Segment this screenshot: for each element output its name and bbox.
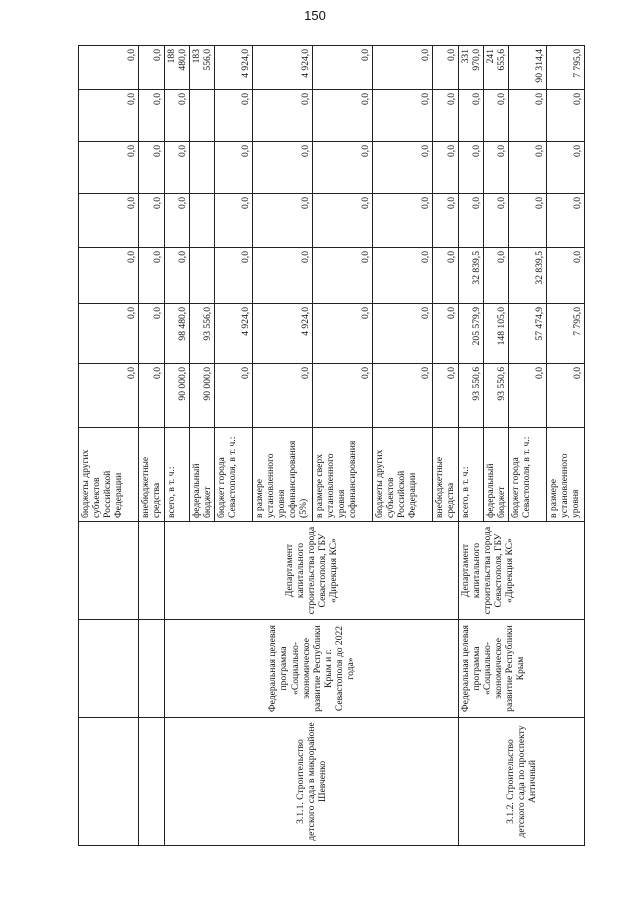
table-cell-value: 0,0 [313, 248, 373, 304]
table-cell-value: 57 474,9 [509, 304, 547, 364]
row-label: в размере сверх установленного уровня софинансирования [313, 428, 373, 522]
table-cell-value: 241 655,6 [484, 46, 509, 90]
table-cell-value: 0,0 [215, 194, 253, 248]
table-cell-value: 4 924,0 [253, 304, 313, 364]
row-label: в размере установленного уровня софинансирования (5%) [253, 428, 313, 522]
table-row [165, 46, 190, 846]
table-cell-value: 0,0 [165, 142, 190, 194]
table-cell-value: 93 556,0 [190, 304, 215, 364]
project-name: 3.1.1. Строительство детского сада в микрорайоне Шевченко [165, 718, 459, 846]
row-label: бюджет города Севастополя, в т. ч.: [215, 428, 253, 522]
table-cell-value: 90 314,4 [509, 46, 547, 90]
table-cell-value: 0,0 [313, 194, 373, 248]
budget-table [78, 45, 585, 846]
table-cell-value: 0,0 [547, 90, 585, 142]
executor-name: Департамент капитального строительства города Севастополя, ГБУ «Дирекция КС» [165, 522, 459, 620]
table-row [459, 46, 484, 846]
table-cell-empty [79, 522, 139, 620]
table-cell-value: 0,0 [433, 46, 459, 90]
table-cell-value: 188 480,0 [165, 46, 190, 90]
table-cell-value: 0,0 [484, 248, 509, 304]
table-cell-value: 7 795,0 [547, 304, 585, 364]
row-label: внебюджетные средства [139, 428, 165, 522]
table-cell-value: 0,0 [484, 90, 509, 142]
table-cell-value: 183 556,0 [190, 46, 215, 90]
table-cell-value: 0,0 [139, 142, 165, 194]
table-cell-value: 0,0 [459, 142, 484, 194]
row-label: в размере установленного уровня [547, 428, 585, 522]
table-cell-value: 0,0 [509, 90, 547, 142]
table-cell-value: 0,0 [215, 248, 253, 304]
executor-name: Департамент капитального строительства города Севастополя, ГБУ «Дирекция КС» [459, 522, 585, 620]
table-cell-value: 0,0 [139, 46, 165, 90]
page-number: 150 [304, 8, 326, 23]
row-label: бюджет города Севастополя, в т. ч.: [509, 428, 547, 522]
table-cell-value: 4 924,0 [215, 46, 253, 90]
row-label: внебюджетные средства [433, 428, 459, 522]
table-row [79, 46, 139, 846]
table-cell-value: 0,0 [79, 142, 139, 194]
table-cell-value: 0,0 [139, 90, 165, 142]
table-cell-value: 90 000,0 [165, 364, 190, 428]
table-cell-value: 0,0 [433, 364, 459, 428]
table-cell-value: 0,0 [253, 194, 313, 248]
program-name: Федеральная целевая программа «Социально-экономическое развитие Республики Крым [459, 620, 585, 718]
table-cell-value: 0,0 [313, 304, 373, 364]
table-cell-value [190, 90, 215, 142]
table-cell-value: 0,0 [139, 364, 165, 428]
row-label: федеральный бюджет [484, 428, 509, 522]
program-name: Федеральная целевая программа «Социально-экономическое развитие Республики Крым и г. Севастополя до 2022 года» [165, 620, 459, 718]
table-cell-empty [139, 620, 165, 718]
table-cell-value: 0,0 [139, 194, 165, 248]
table-cell-value: 98 480,0 [165, 304, 190, 364]
table-cell-value: 0,0 [253, 364, 313, 428]
row-label: всего, в т. ч.: [165, 428, 190, 522]
table-cell-value: 0,0 [79, 248, 139, 304]
table-cell-value: 0,0 [373, 90, 433, 142]
project-name: 3.1.2. Строительство детского сада по проспекту Античный [459, 718, 585, 846]
table-cell-value: 0,0 [373, 304, 433, 364]
table-cell-value: 0,0 [215, 90, 253, 142]
table-cell-value: 90 000,0 [190, 364, 215, 428]
table-cell-value: 0,0 [313, 90, 373, 142]
table-cell-value: 0,0 [165, 248, 190, 304]
table-cell-value: 0,0 [165, 194, 190, 248]
table-cell-value: 0,0 [313, 46, 373, 90]
table-cell-value [190, 142, 215, 194]
table-cell-value: 0,0 [139, 304, 165, 364]
table-cell-value: 0,0 [509, 142, 547, 194]
table-row [139, 46, 165, 846]
rotated-table-area [78, 46, 598, 846]
table-cell-value: 0,0 [373, 364, 433, 428]
table-cell-value: 0,0 [484, 194, 509, 248]
table-cell-value: 0,0 [373, 46, 433, 90]
table-cell-value: 0,0 [459, 194, 484, 248]
table-cell-value: 0,0 [547, 142, 585, 194]
table-cell-value: 0,0 [433, 90, 459, 142]
table-cell-value: 0,0 [433, 304, 459, 364]
table-cell-value: 93 550,6 [459, 364, 484, 428]
row-label: бюджеты других субъектов Российской Федерации [373, 428, 433, 522]
table-cell-empty [139, 522, 165, 620]
table-cell-value: 0,0 [253, 248, 313, 304]
table-cell-value: 0,0 [79, 90, 139, 142]
table-cell-value: 0,0 [509, 194, 547, 248]
table-cell-value: 4 924,0 [215, 304, 253, 364]
table-cell-value: 0,0 [547, 364, 585, 428]
table-cell-value: 0,0 [459, 90, 484, 142]
table-cell-value: 32 839,5 [459, 248, 484, 304]
table-cell-value [190, 194, 215, 248]
table-cell-empty [139, 718, 165, 846]
row-label: бюджеты других субъектов Российской Федерации [79, 428, 139, 522]
table-cell-value: 0,0 [509, 364, 547, 428]
table-cell-value: 331 970,0 [459, 46, 484, 90]
table-cell-value: 205 579,9 [459, 304, 484, 364]
table-cell-value: 0,0 [547, 194, 585, 248]
table-cell-value: 0,0 [433, 142, 459, 194]
table-cell-value: 0,0 [373, 142, 433, 194]
table-cell-value: 0,0 [433, 248, 459, 304]
table-cell-value: 0,0 [79, 304, 139, 364]
table-cell-value [190, 248, 215, 304]
row-label: всего, в т. ч.: [459, 428, 484, 522]
table-cell-value: 0,0 [484, 142, 509, 194]
table-cell-value: 0,0 [165, 90, 190, 142]
table-cell-value: 0,0 [215, 142, 253, 194]
table-cell-empty [79, 718, 139, 846]
row-label: федеральный бюджет [190, 428, 215, 522]
table-cell-value: 0,0 [79, 364, 139, 428]
table-cell-value: 0,0 [253, 142, 313, 194]
table-cell-value: 0,0 [313, 142, 373, 194]
table-cell-value: 0,0 [215, 364, 253, 428]
table-cell-value: 7 795,0 [547, 46, 585, 90]
table-cell-value: 0,0 [139, 248, 165, 304]
table-cell-value: 0,0 [373, 194, 433, 248]
table-cell-value: 0,0 [433, 194, 459, 248]
table-cell-value: 0,0 [79, 194, 139, 248]
table-cell-value: 32 839,5 [509, 248, 547, 304]
table-cell-value: 0,0 [547, 248, 585, 304]
table-cell-value: 0,0 [79, 46, 139, 90]
table-cell-value: 4 924,0 [253, 46, 313, 90]
table-cell-value: 0,0 [313, 364, 373, 428]
table-cell-value: 148 105,0 [484, 304, 509, 364]
table-cell-value: 0,0 [373, 248, 433, 304]
table-cell-value: 93 550,6 [484, 364, 509, 428]
table-cell-empty [79, 620, 139, 718]
table-cell-value: 0,0 [253, 90, 313, 142]
